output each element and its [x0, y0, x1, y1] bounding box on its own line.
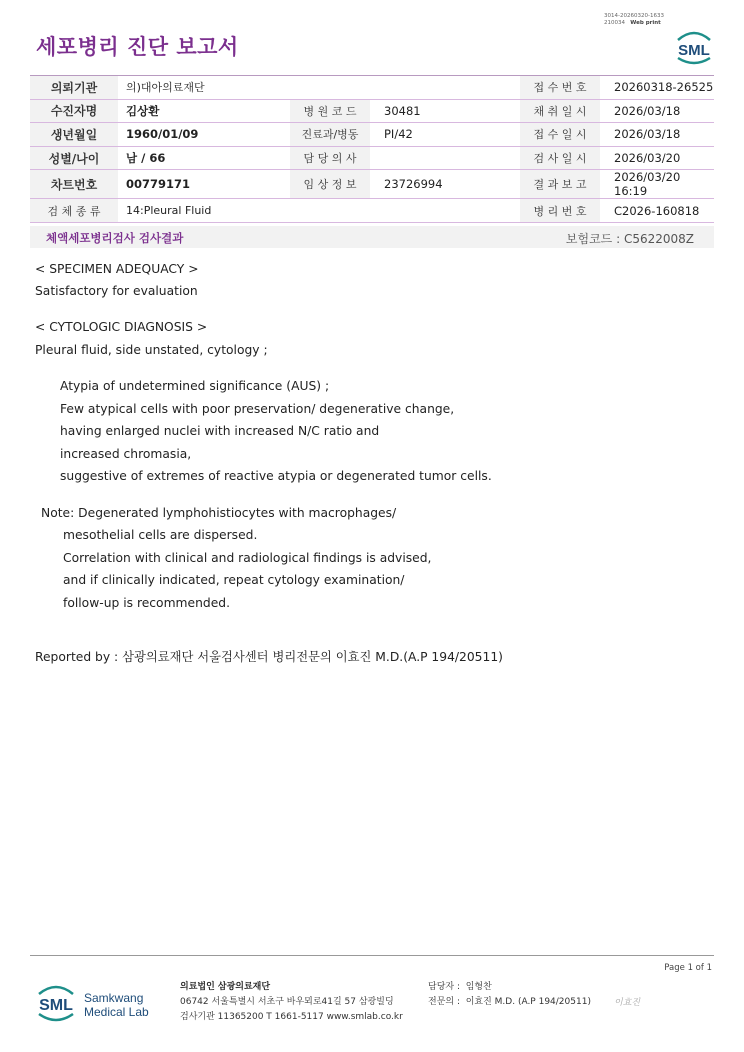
- value-test-date: 2026/03/20: [600, 146, 714, 170]
- label-birth-date: 생년월일: [30, 123, 118, 147]
- label-collection-date: 채 취 일 시: [520, 99, 600, 123]
- diagnosis-intro: Pleural fluid, side unstated, cytology ;: [35, 343, 268, 357]
- note-line: and if clinically indicated, repeat cytology examination/: [63, 573, 405, 587]
- specimen-adequacy-text: Satisfactory for evaluation: [35, 284, 198, 298]
- diagnosis-line: having enlarged nuclei with increased N/C ratio and: [60, 424, 380, 438]
- report-title: 세포병리 진단 보고서: [36, 35, 239, 59]
- label-attending-doctor: 담 당 의 사: [290, 146, 370, 170]
- value-chart-number: 00779171: [118, 170, 290, 199]
- doctor-signature: 이효진: [614, 998, 641, 1008]
- section-title: 체액세포병리검사 검사결과: [46, 231, 184, 245]
- value-requesting-institution: 의)대아의료재단: [118, 76, 290, 100]
- sml-logo-text: SML: [678, 42, 710, 59]
- label-receipt-date: 접 수 일 시: [520, 123, 600, 147]
- sml-logo-icon: [672, 26, 716, 66]
- info-row: [30, 146, 714, 170]
- footer-address-block: [180, 980, 403, 1025]
- label-clinical-info: 임 상 정 보: [290, 170, 370, 199]
- note-line: mesothelial cells are dispersed.: [63, 528, 258, 542]
- value-receipt-number: 20260318-26525: [600, 76, 714, 100]
- value-birth-date: 1960/01/09: [118, 123, 290, 147]
- value-specimen-type: 14:Pleural Fluid: [118, 199, 290, 223]
- footer-logo-name2: Medical Lab: [84, 1005, 149, 1019]
- label-department-ward: 진료과/병동: [290, 123, 370, 147]
- doctor-label: 전문의 :: [428, 997, 460, 1007]
- doctor-name: 이효진 M.D. (A.P 194/20511): [465, 997, 591, 1007]
- diagnosis-line: Few atypical cells with poor preservation/ degenerative change,: [60, 402, 455, 416]
- label-result-report: 결 과 보 고: [520, 170, 600, 199]
- label-test-date: 검 사 일 시: [520, 146, 600, 170]
- value-patient-name: 김상환: [118, 99, 290, 123]
- specimen-adequacy-heading: < SPECIMEN ADEQUACY >: [35, 262, 199, 276]
- cytologic-diagnosis-heading: < CYTOLOGIC DIAGNOSIS >: [35, 320, 208, 334]
- diagnosis-line: suggestive of extremes of reactive atypia or degenerated tumor cells.: [60, 469, 492, 483]
- label-patient-name: 수진자명: [30, 99, 118, 123]
- insurance-code: 보험코드 : C5622008Z: [565, 232, 694, 246]
- value-hospital-code: 30481: [370, 99, 520, 123]
- label-hospital-code: 병 원 코 드: [290, 99, 370, 123]
- info-row: [30, 99, 714, 123]
- footer-org: 의료법인 삼광의료재단: [180, 982, 271, 992]
- footer-logo-mark: SML: [39, 997, 73, 1014]
- page-number: Page 1 of 1: [664, 963, 712, 973]
- value-attending-doctor: [370, 146, 520, 170]
- label-requesting-institution: 의뢰기관: [30, 76, 118, 100]
- samkwang-logo-icon: [36, 980, 156, 1028]
- reported-by: Reported by : 삼광의료재단 서울검사센터 병리전문의 이효진 M.D.(A.P 194/20511): [35, 650, 503, 664]
- label-specimen-type: 검 체 종 류: [30, 199, 118, 223]
- web-print-tag: Web print: [630, 20, 661, 26]
- label-receipt-number: 접 수 번 호: [520, 76, 600, 100]
- value-pathology-number: C2026-160818: [600, 199, 714, 223]
- footer-staff-block: [428, 980, 591, 1010]
- value-receipt-date: 2026/03/18: [600, 123, 714, 147]
- patient-info-table: [30, 75, 714, 223]
- diagnosis-line: Atypia of undetermined significance (AUS) ;: [60, 379, 330, 393]
- diagnosis-line: increased chromasia,: [60, 447, 192, 461]
- footer-contact: 검사기관 11365200 T 1661-5117 www.smlab.co.kr: [180, 1012, 403, 1022]
- result-section-bar: [30, 226, 714, 248]
- note-line: follow-up is recommended.: [63, 596, 230, 610]
- info-row: [30, 123, 714, 147]
- staff-label: 담당자 :: [428, 982, 460, 992]
- value-result-report: 2026/03/20 16:19: [600, 170, 714, 199]
- info-row: [30, 170, 714, 199]
- print-code-line2: 210034: [604, 20, 625, 26]
- note-line: Correlation with clinical and radiological findings is advised,: [63, 551, 432, 565]
- footer-logo-name1: Samkwang: [84, 991, 144, 1005]
- footer-divider: [30, 955, 714, 956]
- value-sex-age: 남 / 66: [118, 146, 290, 170]
- info-row: [30, 199, 714, 223]
- print-code-line1: 3014-20260320-1633: [604, 13, 664, 19]
- info-row: [30, 76, 714, 100]
- footer-address: 06742 서울특별시 서초구 바우뫼로41길 57 삼광빌딩: [180, 997, 394, 1007]
- note-line: Note: Degenerated lymphohistiocytes with macrophages/: [41, 506, 397, 520]
- value-clinical-info: 23726994: [370, 170, 520, 199]
- label-chart-number: 차트번호: [30, 170, 118, 199]
- staff-name: 임형찬: [465, 982, 492, 992]
- label-pathology-number: 병 리 번 호: [520, 199, 600, 223]
- value-department-ward: PI/42: [370, 123, 520, 147]
- print-code: [604, 13, 664, 27]
- value-collection-date: 2026/03/18: [600, 99, 714, 123]
- label-sex-age: 성별/나이: [30, 146, 118, 170]
